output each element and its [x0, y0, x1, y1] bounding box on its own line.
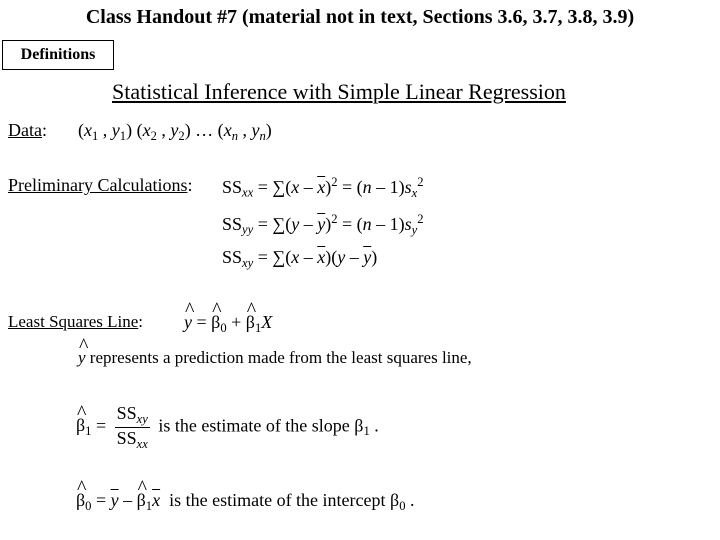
ssxy-formula: $SS_{xy} = \sum(x - \overline{x})(y - \overline{y})$	[222, 247, 378, 270]
preliminary-label-line: Preliminary Calculations:	[8, 175, 193, 195]
section-subtitle: Statistical Inference with Simple Linear Regression	[112, 79, 566, 104]
definitions-label: Definitions	[2, 40, 114, 70]
intercept-estimate-line: ^ $\beta_0 = \overline{y}$ – ^ $\beta_1\overline{x}$ is the estimate of the intercept $\beta_0$ .	[76, 490, 414, 514]
intercept-note: is the estimate of the intercept	[169, 490, 386, 510]
slope-note: is the estimate of the slope	[158, 415, 350, 436]
least-squares-label: Least Squares Line	[8, 312, 139, 331]
least-squares-label-line: Least Squares Line:	[8, 312, 144, 331]
least-squares-equation: ^ y = ^ $\beta_0$ + ^ $\beta_1X$	[184, 312, 272, 336]
ssyy-formula: $SS_{yy} = \sum(y - \overline{y})^2 = (n - 1)s_y^2$	[222, 212, 424, 237]
prediction-note-line: ^ y represents a prediction made from the least squares line,	[78, 348, 472, 368]
prediction-note: represents a prediction made from the least squares line,	[89, 348, 472, 367]
page-title: Class Handout #7 (material not in text, Sections 3.6, 3.7, 3.8, 3.9)	[85, 6, 635, 28]
data-pairs: ($x_1$ , $y_1$) ($x_2$ , $y_2$) … ($x_n$ , $y_n$)	[78, 120, 272, 143]
data-label: Data	[8, 120, 42, 140]
ssxx-formula: $SS_{xx} = \sum(x - \overline{x})^2 = (n - 1)s_x^2$	[222, 175, 424, 200]
slope-estimate-line: ^ $\beta_1$ = $\frac{SS_{xy}}{SS_{xx}}$ is the estimate of the slope $\beta_1$ .	[76, 403, 379, 452]
slope-fraction: $\frac{SS_{xy}}{SS_{xx}}$	[116, 403, 148, 451]
data-label-line: Data:	[8, 120, 47, 140]
preliminary-label: Preliminary Calculations	[8, 175, 188, 195]
